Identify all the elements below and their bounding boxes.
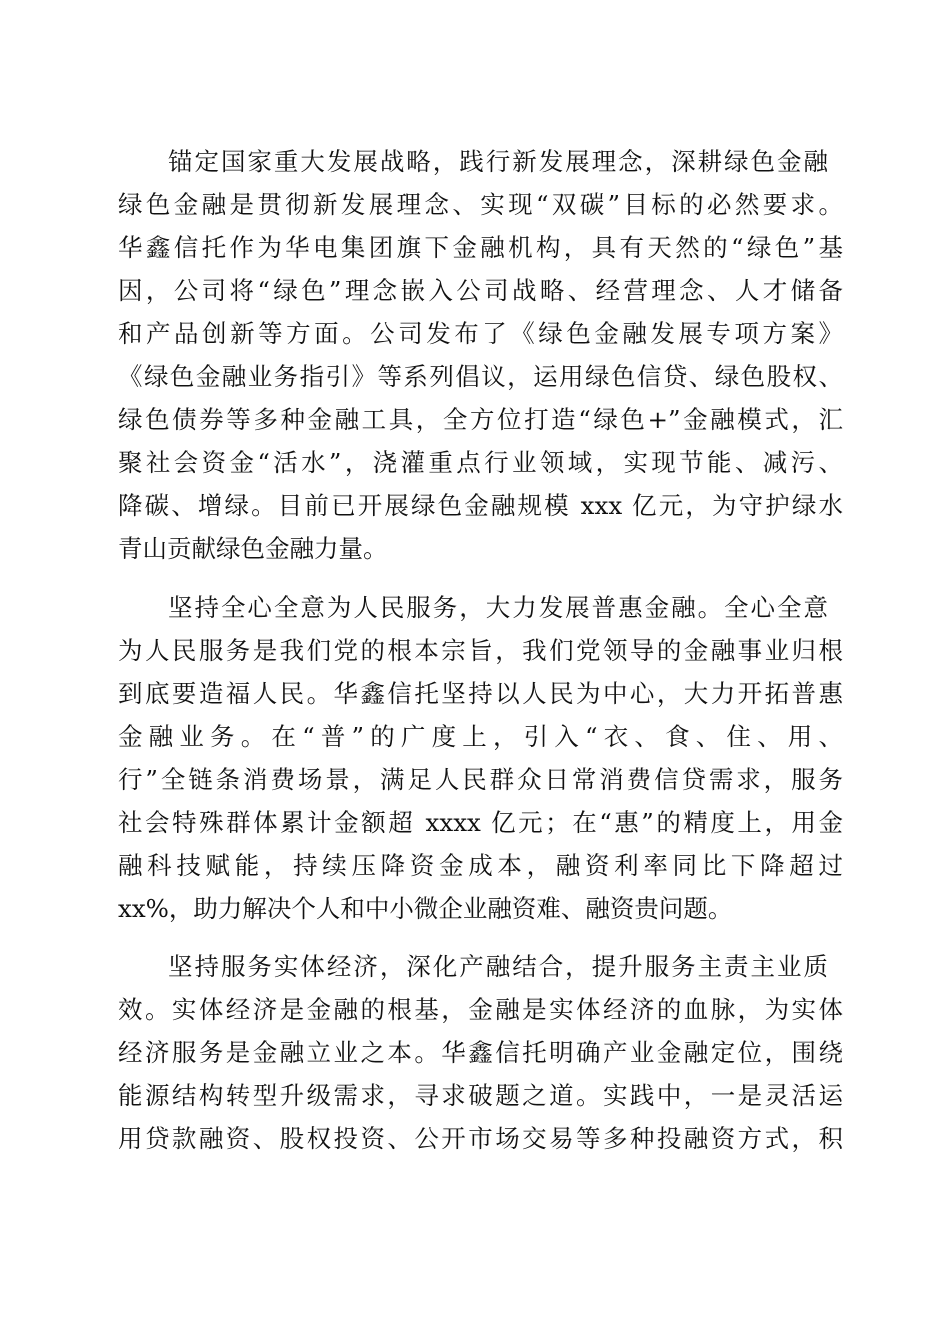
paragraph-1-line-9: 降碳、增绿。目前已开展绿色金融规模 xxx 亿元，为守护绿水 — [118, 491, 843, 520]
paragraph-1-line-5: 和产品创新等方面。公司发布了《绿色金融发展专项方案》 — [118, 319, 843, 348]
paragraph-1-line-2: 绿色金融是贯彻新发展理念、实现“双碳”目标的必然要求。 — [118, 190, 843, 219]
paragraph-2-line-1: 坚持全心全意为人民服务，大力发展普惠金融。全心全意 — [168, 593, 828, 622]
paragraph-3-line-1: 坚持服务实体经济，深化产融结合，提升服务主责主业质 — [168, 952, 828, 981]
paragraph-1-line-10: 青山贡献绿色金融力量。 — [118, 534, 388, 563]
paragraph-1-line-8: 聚社会资金“活水”，浇灌重点行业领域，实现节能、减污、 — [118, 448, 843, 477]
paragraph-2-line-2: 为人民服务是我们党的根本宗旨，我们党领导的金融事业归根 — [118, 636, 843, 665]
paragraph-1-line-3: 华鑫信托作为华电集团旗下金融机构，具有天然的“绿色”基 — [118, 233, 843, 262]
paragraph-1-line-7: 绿色债券等多种金融工具，全方位打造“绿色+”金融模式，汇 — [118, 405, 843, 434]
paragraph-3-line-2: 效。实体经济是金融的根基，金融是实体经济的血脉，为实体 — [118, 995, 843, 1024]
paragraph-1-line-4: 因，公司将“绿色”理念嵌入公司战略、经营理念、人才储备 — [118, 276, 843, 305]
paragraph-2-line-4: 金融业务。在“普”的广度上，引入“衣、食、住、用、 — [118, 722, 843, 751]
paragraph-2-line-7: 融科技赋能，持续压降资金成本，融资利率同比下降超过 — [118, 851, 843, 880]
paragraph-2-line-5: 行”全链条消费场景，满足人民群众日常消费信贷需求，服务 — [118, 765, 843, 794]
paragraph-1-line-1: 锚定国家重大发展战略，践行新发展理念，深耕绿色金融 — [168, 147, 828, 176]
paragraph-3-line-3: 经济服务是金融立业之本。华鑫信托明确产业金融定位，围绕 — [118, 1038, 843, 1067]
paragraph-3-line-4: 能源结构转型升级需求，寻求破题之道。实践中，一是灵活运 — [118, 1081, 843, 1110]
paragraph-2-line-6: 社会特殊群体累计金额超 xxxx 亿元；在“惠”的精度上，用金 — [118, 808, 843, 837]
paragraph-1-line-6: 《绿色金融业务指引》等系列倡议，运用绿色信贷、绿色股权、 — [118, 362, 843, 391]
paragraph-3-line-5: 用贷款融资、股权投资、公开市场交易等多种投融资方式，积 — [118, 1124, 843, 1153]
paragraph-2-line-3: 到底要造福人民。华鑫信托坚持以人民为中心，大力开拓普惠 — [118, 679, 843, 708]
paragraph-2-line-8: xx%，助力解决个人和中小微企业融资难、融资贵问题。 — [118, 894, 733, 923]
